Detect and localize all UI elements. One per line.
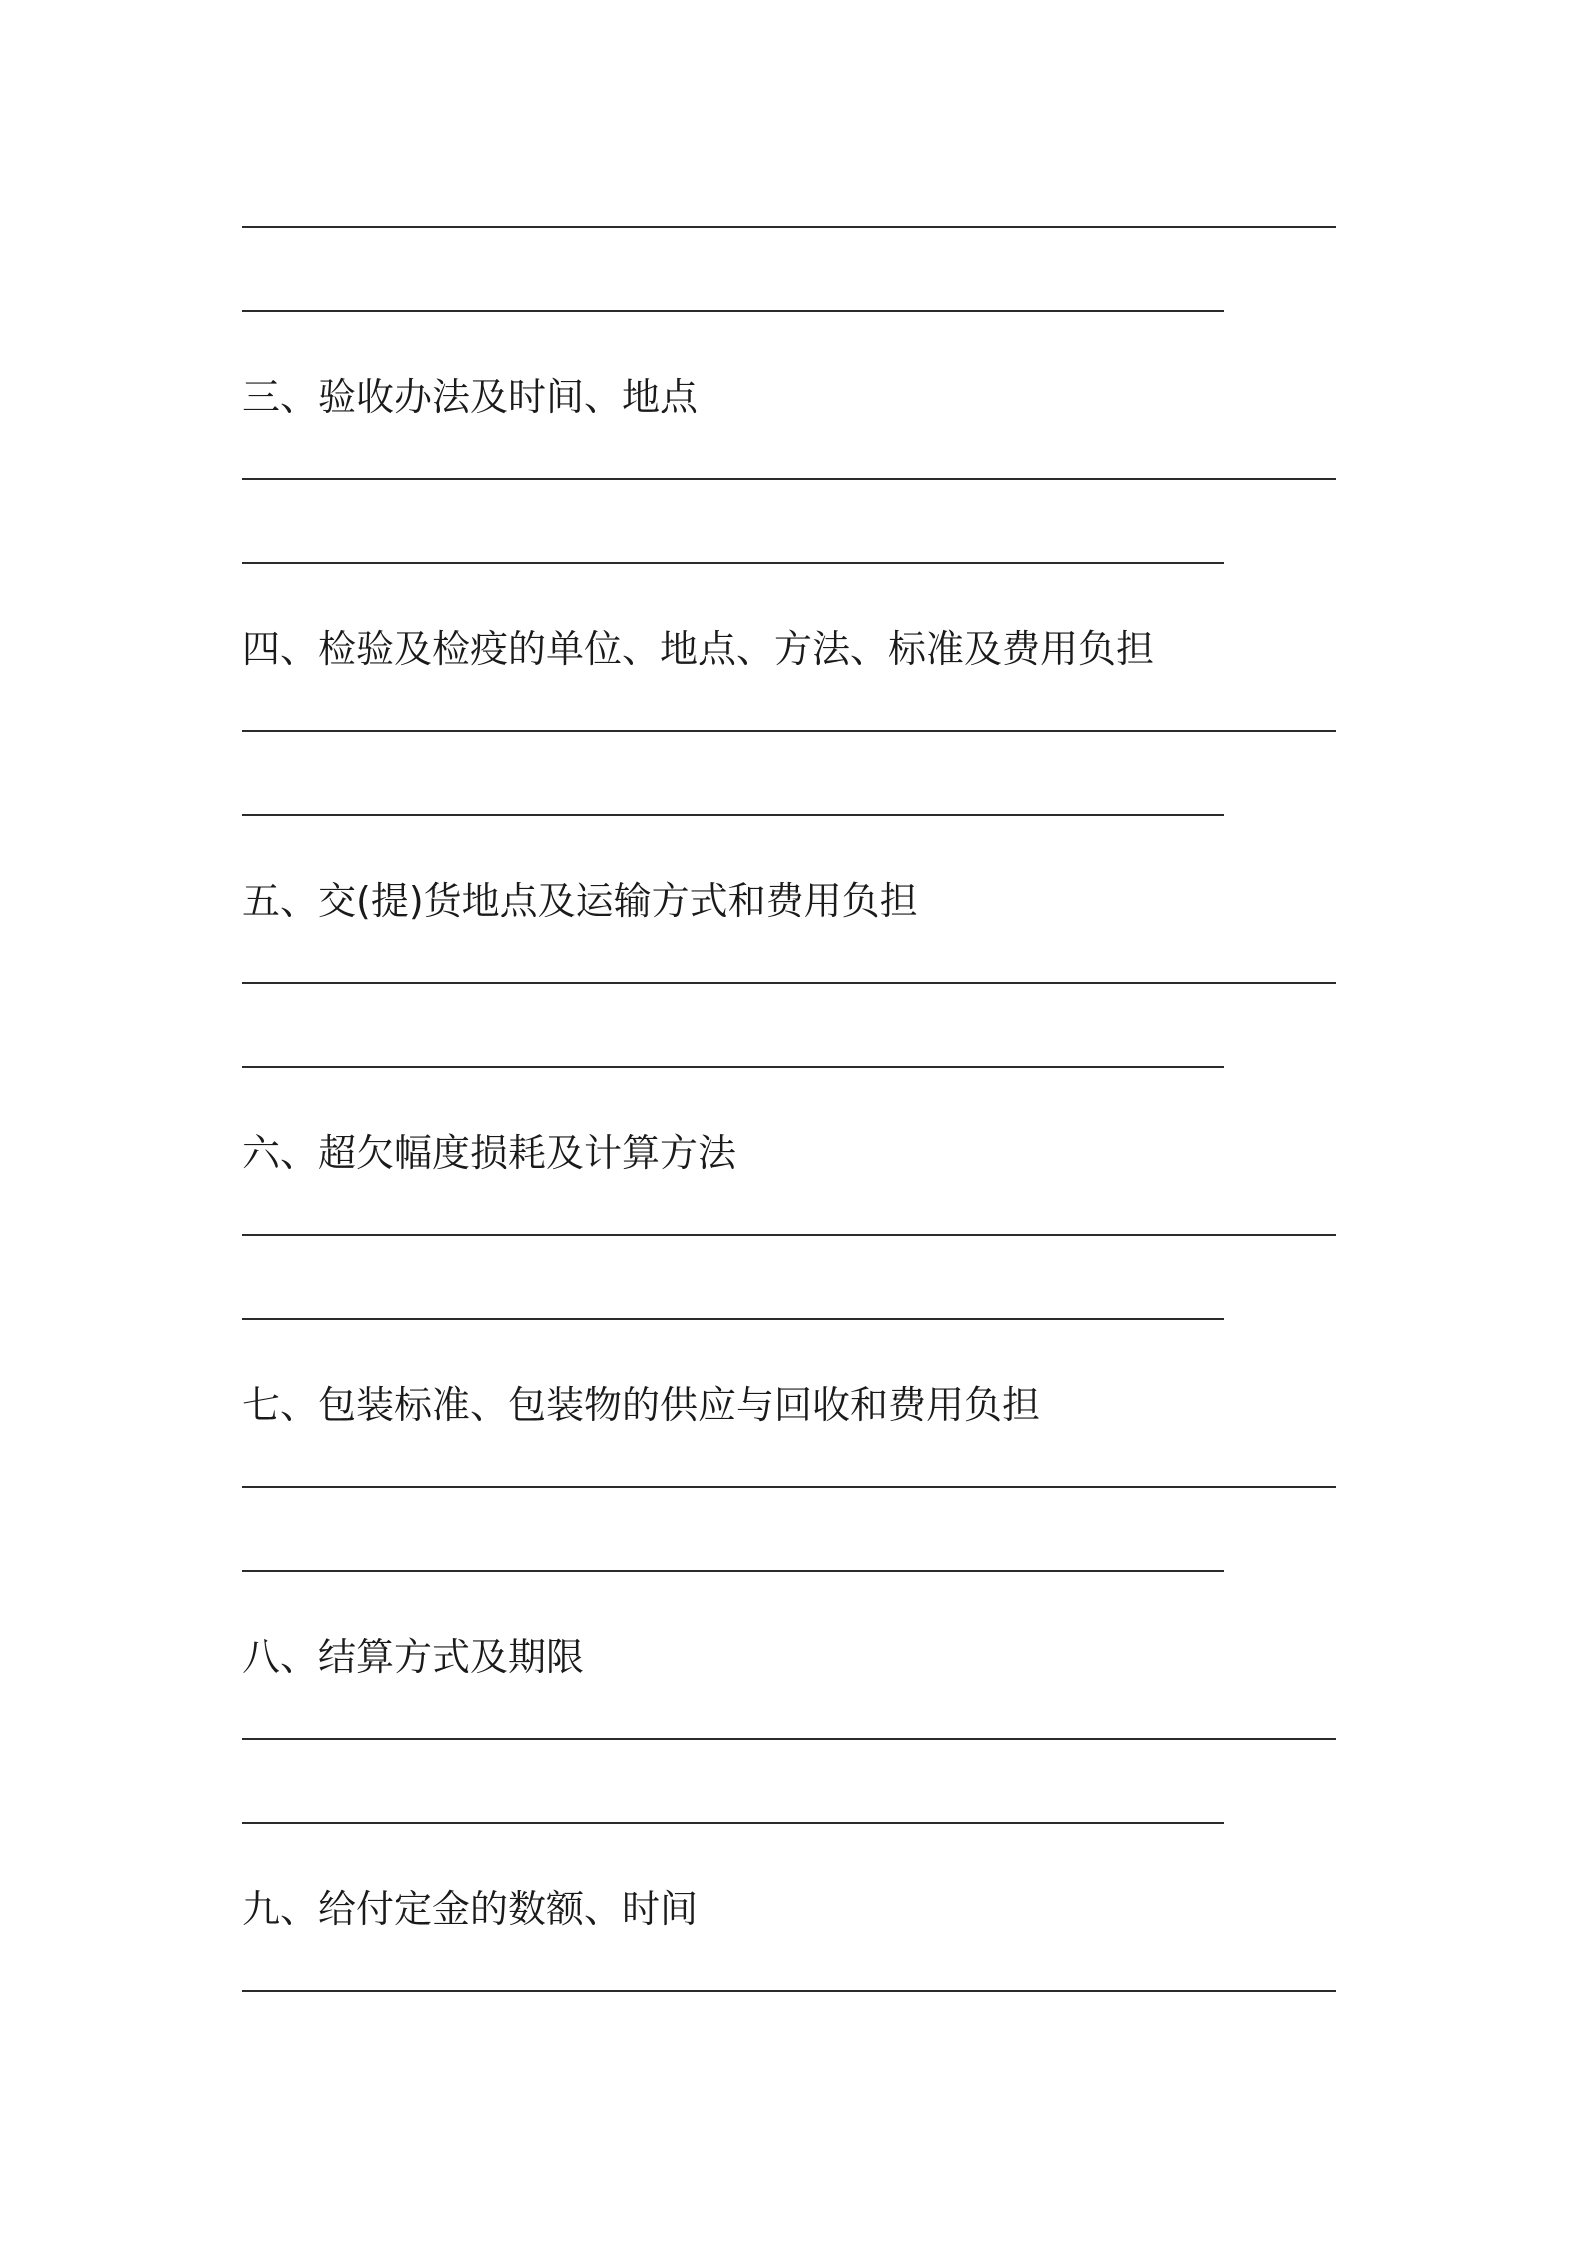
blank-line[interactable] [242, 814, 1224, 816]
section-heading-3: 三、验收办法及时间、地点 [242, 375, 699, 419]
section-heading-6: 六、超欠幅度损耗及计算方法 [242, 1131, 737, 1175]
section-heading-5: 五、交(提)货地点及运输方式和费用负担 [242, 879, 918, 923]
blank-line[interactable] [242, 226, 1336, 228]
section-heading-4: 四、检验及检疫的单位、地点、方法、标准及费用负担 [242, 627, 1155, 671]
blank-line[interactable] [242, 1990, 1336, 1992]
section-heading-7: 七、包装标准、包装物的供应与回收和费用负担 [242, 1383, 1041, 1427]
blank-line[interactable] [242, 982, 1336, 984]
blank-line[interactable] [242, 1822, 1224, 1824]
blank-line[interactable] [242, 730, 1336, 732]
blank-line[interactable] [242, 1570, 1224, 1572]
blank-line[interactable] [242, 1738, 1336, 1740]
blank-line[interactable] [242, 1486, 1336, 1488]
blank-line[interactable] [242, 1234, 1336, 1236]
section-heading-9: 九、给付定金的数额、时间 [242, 1887, 699, 1931]
blank-line[interactable] [242, 1066, 1224, 1068]
blank-line[interactable] [242, 478, 1336, 480]
section-heading-8: 八、结算方式及期限 [242, 1635, 585, 1679]
blank-line[interactable] [242, 1318, 1224, 1320]
blank-line[interactable] [242, 310, 1224, 312]
blank-line[interactable] [242, 562, 1224, 564]
